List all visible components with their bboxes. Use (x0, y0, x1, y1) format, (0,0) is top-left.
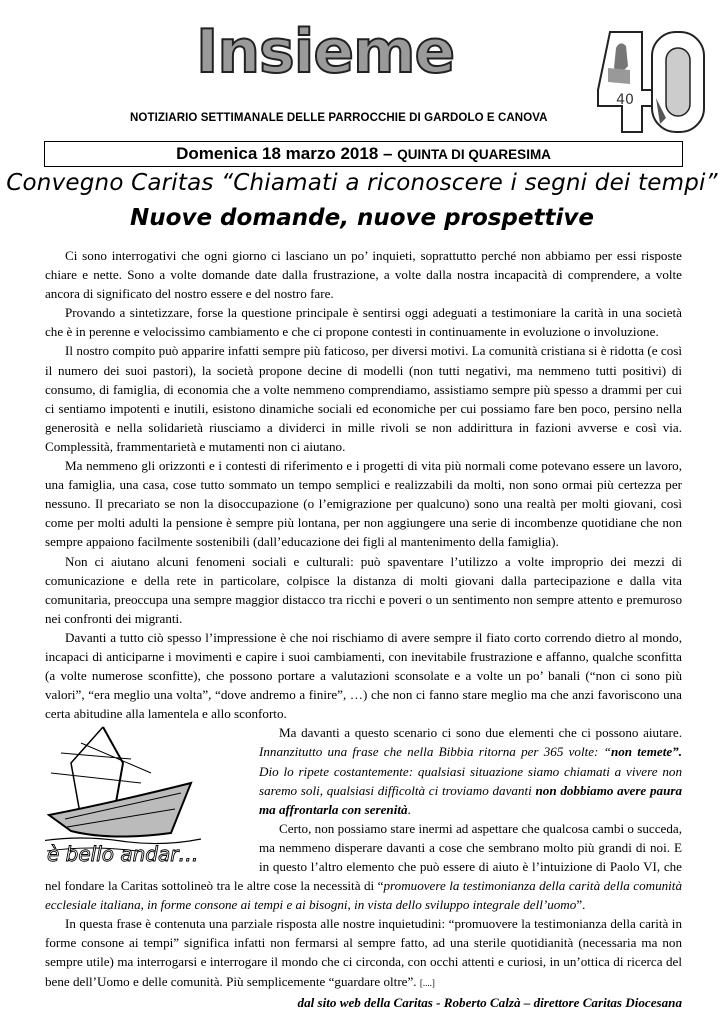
article-body (45, 246, 682, 1012)
date-separator: – (378, 144, 398, 163)
issue-number-logo (596, 28, 708, 138)
masthead (0, 0, 724, 140)
omission-mark: [....] (419, 977, 435, 988)
svg-text:40: 40 (616, 92, 634, 108)
paragraph: Davanti a tutto ciò spesso l’impressione è che noi rischiamo di avere sempre il fiato corto correndo dietro al mondo, incapaci di anticiparne i movimenti e capire i suoi cambiamenti, con inevitabile frustrazione e affanno, qualche sconfitta (a volte numerose sconfitte), che possono portare a valutazioni sconsolate e a volte un po’ banali (“non ci sono più valori”, “era meglio una volta”, “dove andremo a finire”, …) che non ci fanno stare meglio ma che anzi favoriscono una certa abitudine alla lamentela e allo sconforto. (45, 629, 682, 722)
liturgical-sunday: QUINTA DI QUARESIMA (397, 147, 551, 162)
paragraph: Certo, non possiamo stare inermi ad aspettare che qualcosa cambi o succeda, ma nemmeno disperare davanti a cose che sembrano molto più grandi di noi. E in questo l’altro elemento che può essere di aiuto è l’intuizione di Paolo VI, che nel fondare la Caritas sottolineò tra le altre cose la necessità di “promuovere la testimonianza della carità della comunità ecclesiale italiana, in forme consone ai tempi e ai bisogni, in vista dello sviluppo integrale dell’uomo”. (45, 820, 682, 913)
date-bar (44, 141, 683, 167)
paragraph: Il nostro compito può apparire infatti sempre più faticoso, per diversi motivi. La comunità cristiana si è ridotta (e così il numero dei suoi pastori), la società propone decine di modelli (non tutti negativi, ma nemmeno tutti positivi) di consumo, di famiglia, di economia che a volte nemmeno comprendiamo, assistiamo sempre più spesso a drammi per cui ci sentiamo impotenti e inutili, esistono dinamiche sociali ed economiche per cui possiamo fare ben poco, persino nella generosità e nella solidarietà riusciamo a dividerci in mille rivoli se non addirittura in fazioni avverse e così via. Complessità, frammentarietà e mutamenti non ci aiutano. (45, 343, 682, 454)
newsletter-subtitle: NOTIZIARIO SETTIMANALE DELLE PARROCCHIE DI GARDOLO E CANOVA (130, 112, 548, 124)
illustrated-section (45, 723, 682, 914)
paragraph: Ma nemmeno gli orizzonti e i contesti di riferimento e i progetti di vita più normali come potevano essere un lavoro, una famiglia, una casa, cose tutto sommato un tempo semplici e realizzabili da molti, non sono ormai più certezza per nessuno. Il precariato se non la disoccupazione (o l’emigrazione per qualcuno) sono una realtà per molti giovani, così come per molti adulti la pensione è sempre più lontana, per non aggiungere una serie di incombenze quotidiane che non sempre appaiono facilmente sostenibili (dall’educazione dei figli al mantenimento della famiglia). (45, 458, 682, 550)
article-headline: Convegno Caritas “Chiamati a riconoscere i segni dei tempi” (6, 170, 718, 196)
paragraph: Ma davanti a questo scenario ci sono due elementi che ci possono aiutare. Innanzitutto una frase che nella Bibbia ritorna per 365 volte: “non temete”. Dio lo ripete costantemente: qualsiasi situazione siamo chiamati a vivere non saremo soli, qualsiasi difficoltà ci troviamo davanti non dobbiamo avere paura ma affrontarla con serenità. (259, 725, 682, 817)
article-signature: dal sito web della Caritas - Roberto Calzà – direttore Caritas Diocesana (297, 994, 682, 1010)
paragraph: Ci sono interrogativi che ogni giorno ci lasciano un po’ inquieti, soprattutto perché non abbiamo per essi risposte chiare e nette. Sono a volte domande date dalla frustrazione, a volte dalla nostra incapacità di comprendere, a volte ancora di significato del nostro essere e del nostro fare. (45, 248, 682, 302)
paragraph: In questa frase è contenuta una parziale risposta alle nostre inquietudini: “promuovere la testimonianza della carità in forme consone ai tempi” significa infatti non fermarsi al sempre fatto, ad una sterile quotidianità (necessaria ma non sempre utile) ma interrogarsi e interrogare il mondo che ci circonda, con occhi attenti e curiosi, in un’ottica di ricerca del bene dell’Uomo e delle comunità. Più semplicemente “guardare oltre”. [....] (45, 916, 682, 989)
paragraph: Non ci aiutano alcuni fenomeni sociali e culturali: può spaventare l’utilizzo a volte improprio dei mezzi di comunicazione e della rete in particolare, colpisce la distanza di molti giovani dalla partecipazione e dalla vita comunitaria, preoccupa una sempre maggior distacco tra ricchi e poveri o un sentimento non sempre attento e premuroso nei confronti dei migranti. (45, 553, 682, 626)
paragraph: Provando a sintetizzare, forse la questione principale è sentirsi oggi adeguati a testimoniare la carità in una società che è in perenne e velocissimo cambiamento e che ci propone contesti in continuamente in evoluzione o involuzione. (45, 305, 682, 340)
sailboat-illustration (45, 723, 253, 868)
illustration-caption: è bello andar… (47, 842, 199, 867)
newsletter-logo: Insieme (196, 17, 455, 87)
article-subheadline: Nuove domande, nuove prospettive (130, 205, 594, 231)
issue-date: Domenica 18 marzo 2018 (176, 144, 379, 163)
